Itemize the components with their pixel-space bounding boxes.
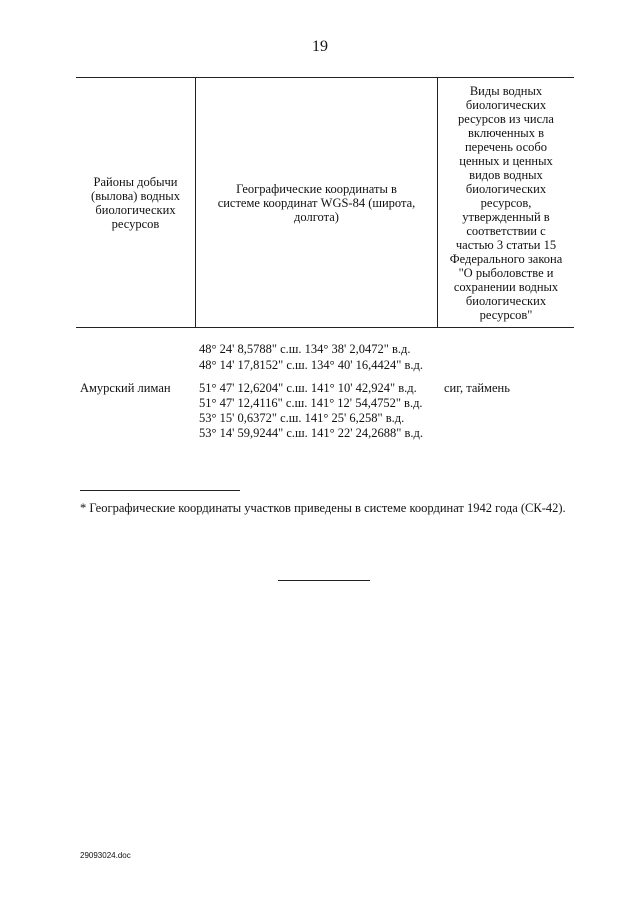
coordinate-line: 53° 15' 0,6372" с.ш. 141° 25' 6,258" в.д. [199, 411, 405, 425]
coordinate-line: 48° 24' 8,5788" с.ш. 134° 38' 2,0472" в.д. [199, 342, 411, 356]
footnote-rule [80, 490, 240, 491]
species-list: сиг, таймень [444, 381, 510, 395]
end-rule [278, 580, 370, 581]
header-cell-region: Районы добычи (вылова) водных биологических ресурсов [91, 174, 180, 231]
document-id: 29093024.doc [80, 851, 131, 860]
coordinate-line: 51° 47' 12,4116" с.ш. 141° 12' 54,4752" в.д. [199, 396, 423, 410]
page-number: 19 [312, 38, 328, 55]
coordinate-line: 53° 14' 59,9244" с.ш. 141° 22' 24,2688" в.д. [199, 426, 424, 440]
coordinate-line: 48° 14' 17,8152" с.ш. 134° 40' 16,4424" в.д. [199, 358, 424, 372]
coordinate-line: 51° 47' 12,6204" с.ш. 141° 10' 42,924" в.д. [199, 381, 417, 395]
header-cell-coordinates: Географические координаты в системе координат WGS-84 (широта, долгота) [217, 181, 416, 224]
footnote: * Географические координаты участков приведены в системе координат 1942 года (СК-42). [80, 501, 566, 515]
region-name: Амурский лиман [80, 381, 171, 395]
table-header [76, 77, 574, 328]
header-cell-species: Виды водных биологических ресурсов из числа включенных в перечень особо ценных и ценных видов водных биологических ресурсов, утвержденный в соответствии с частью 3 статьи 15 Федерального закона "О рыболовстве и сохранении водных биологических ресурсов" [449, 83, 563, 322]
